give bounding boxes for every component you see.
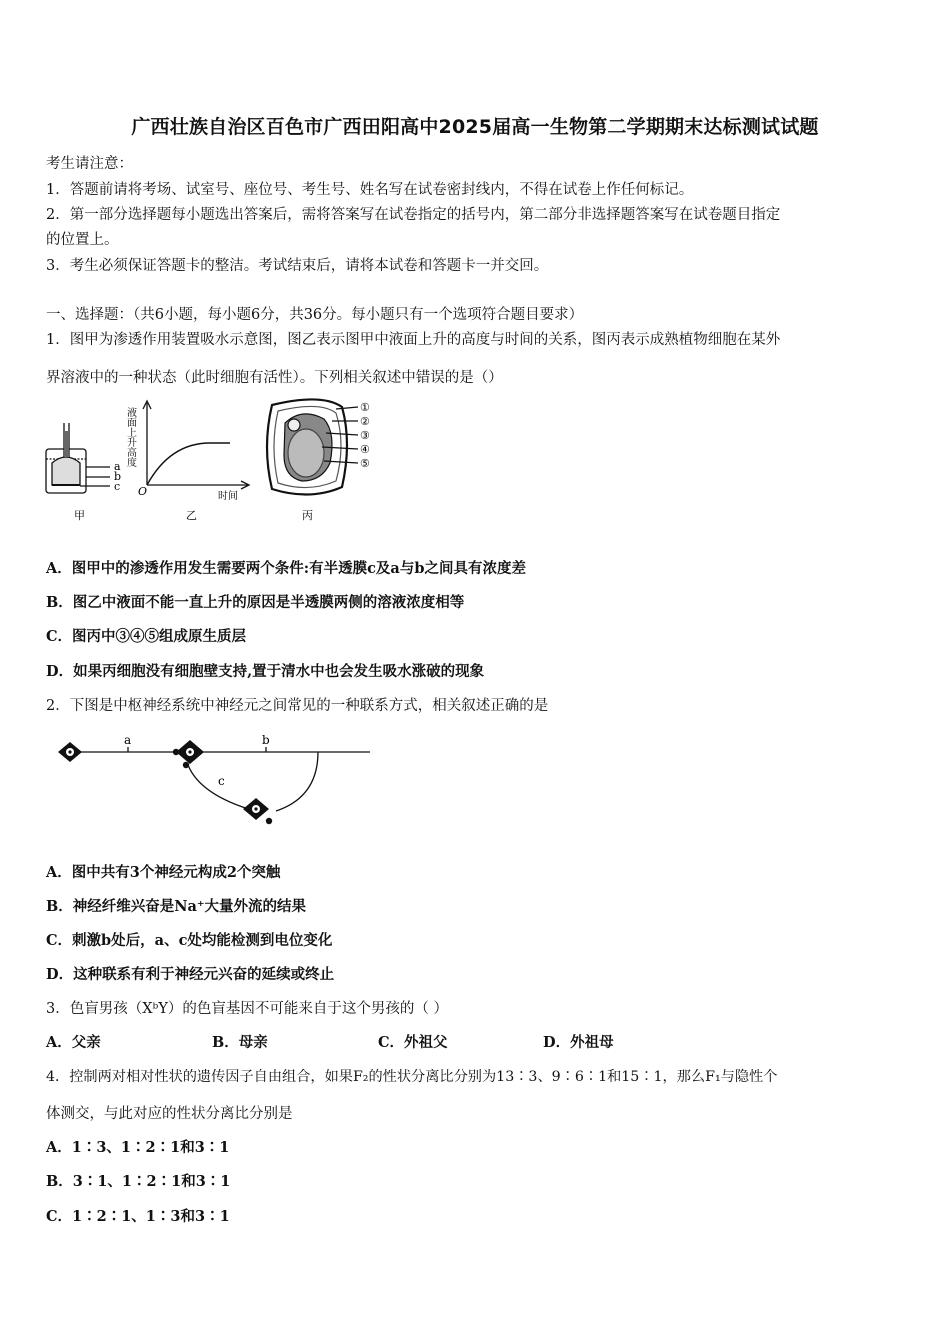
- label-c: c: [114, 480, 121, 493]
- neuron-2: [173, 740, 204, 768]
- cell-label-2: ②: [360, 415, 370, 428]
- neuron-label-a: a: [124, 733, 132, 747]
- plant-cell: [267, 399, 358, 494]
- cell-label-3: ③: [360, 429, 370, 442]
- q1-option-d[interactable]: D．如果丙细胞没有细胞壁支持,置于清水中也会发生吸水涨破的现象: [46, 663, 485, 680]
- q3-option-b[interactable]: B．母亲: [212, 1034, 268, 1051]
- q2-option-c[interactable]: C．刺激b处后，a、c处均能检测到电位变化: [46, 932, 333, 949]
- q1-option-a[interactable]: A．图甲中的渗透作用发生需要两个条件:有半透膜c及a与b之间具有浓度差: [46, 560, 526, 577]
- q3-option-a[interactable]: A．父亲: [46, 1034, 101, 1051]
- notice-item-3: 3．考生必须保证答题卡的整洁。考试结束后，请将本试卷和答题卡一并交回。: [46, 258, 549, 274]
- q1-option-b[interactable]: B．图乙中液面不能一直上升的原因是半透膜两侧的溶液浓度相等: [46, 594, 465, 611]
- cell-label-1: ①: [360, 401, 370, 414]
- notice-heading: 考生请注意：: [46, 156, 133, 172]
- q2-option-d[interactable]: D．这种联系有利于神经元兴奋的延续或终止: [46, 966, 335, 983]
- graph-y-label: 液面上升高度: [124, 407, 136, 467]
- osmosis-apparatus: [46, 423, 110, 493]
- label-yi: 乙: [186, 509, 197, 522]
- q3-stem: 3．色盲男孩（XᵇY）的色盲基因不可能来自于这个男孩的（ ）: [46, 1001, 449, 1017]
- q2-neuron-figure: [50, 725, 380, 830]
- label-jia: 甲: [74, 509, 85, 522]
- q3-option-d[interactable]: D．外祖母: [543, 1034, 614, 1051]
- height-time-graph: [143, 401, 249, 489]
- label-b: b: [114, 470, 122, 483]
- notice-item-2: 2．第一部分选择题每小题选出答案后，需将答案写在试卷指定的括号内，第二部分非选择题答案写在试卷题目指定: [46, 207, 781, 223]
- q1-stem-line2: 界溶液中的一种状态（此时细胞有活性）。下列相关叙述中错误的是（）: [46, 370, 503, 386]
- notice-item-2-cont: 的位置上。: [46, 232, 119, 248]
- q4-option-a[interactable]: A．1∶3、1∶2∶1和3∶1: [46, 1139, 230, 1156]
- q2-option-a[interactable]: A．图中共有3个神经元构成2个突触: [46, 864, 281, 881]
- q2-stem: 2．下图是中枢神经系统中神经元之间常见的一种联系方式，相关叙述正确的是: [46, 698, 549, 714]
- neuron-label-b: b: [262, 733, 270, 747]
- label-a: a: [114, 460, 121, 473]
- neuron-1: [58, 742, 82, 762]
- q4-option-c[interactable]: C．1∶2∶1、1∶3和3∶1: [46, 1208, 230, 1225]
- neuron-label-c: c: [218, 774, 225, 788]
- graph-x-label: 时间: [218, 491, 238, 502]
- q1-figure: [40, 393, 380, 525]
- cell-label-4: ④: [360, 443, 370, 456]
- q1-stem-line1: 1．图甲为渗透作用装置吸水示意图，图乙表示图甲中液面上升的高度与时间的关系，图丙表示成熟植物细胞在某外: [46, 332, 781, 348]
- q1-option-c[interactable]: C．图丙中③④⑤组成原生质层: [46, 628, 247, 645]
- q3-option-c[interactable]: C．外祖父: [378, 1034, 448, 1051]
- neuron-3: [243, 798, 272, 824]
- q2-option-b[interactable]: B．神经纤维兴奋是Na⁺大量外流的结果: [46, 898, 307, 915]
- q4-option-b[interactable]: B．3∶1、1∶2∶1和3∶1: [46, 1173, 231, 1190]
- q4-stem-line1: 4．控制两对相对性状的遗传因子自由组合，如果F₂的性状分离比分别为13∶3、9∶6∶1和15∶1，那么F₁与隐性个: [46, 1069, 778, 1085]
- graph-origin: O: [138, 485, 148, 498]
- notice-item-1: 1．答题前请将考场、试室号、座位号、考生号、姓名写在试卷密封线内，不得在试卷上作任何标记。: [46, 182, 694, 198]
- cell-label-5: ⑤: [360, 457, 370, 470]
- page-title: 广西壮族自治区百色市广西田阳高中2025届高一生物第二学期期末达标测试试题: [131, 116, 819, 138]
- label-bing: 丙: [302, 509, 313, 522]
- q4-stem-line2: 体测交，与此对应的性状分离比分别是: [46, 1106, 293, 1122]
- section-heading: 一、选择题：（共6小题，每小题6分，共36分。每小题只有一个选项符合题目要求）: [46, 307, 584, 323]
